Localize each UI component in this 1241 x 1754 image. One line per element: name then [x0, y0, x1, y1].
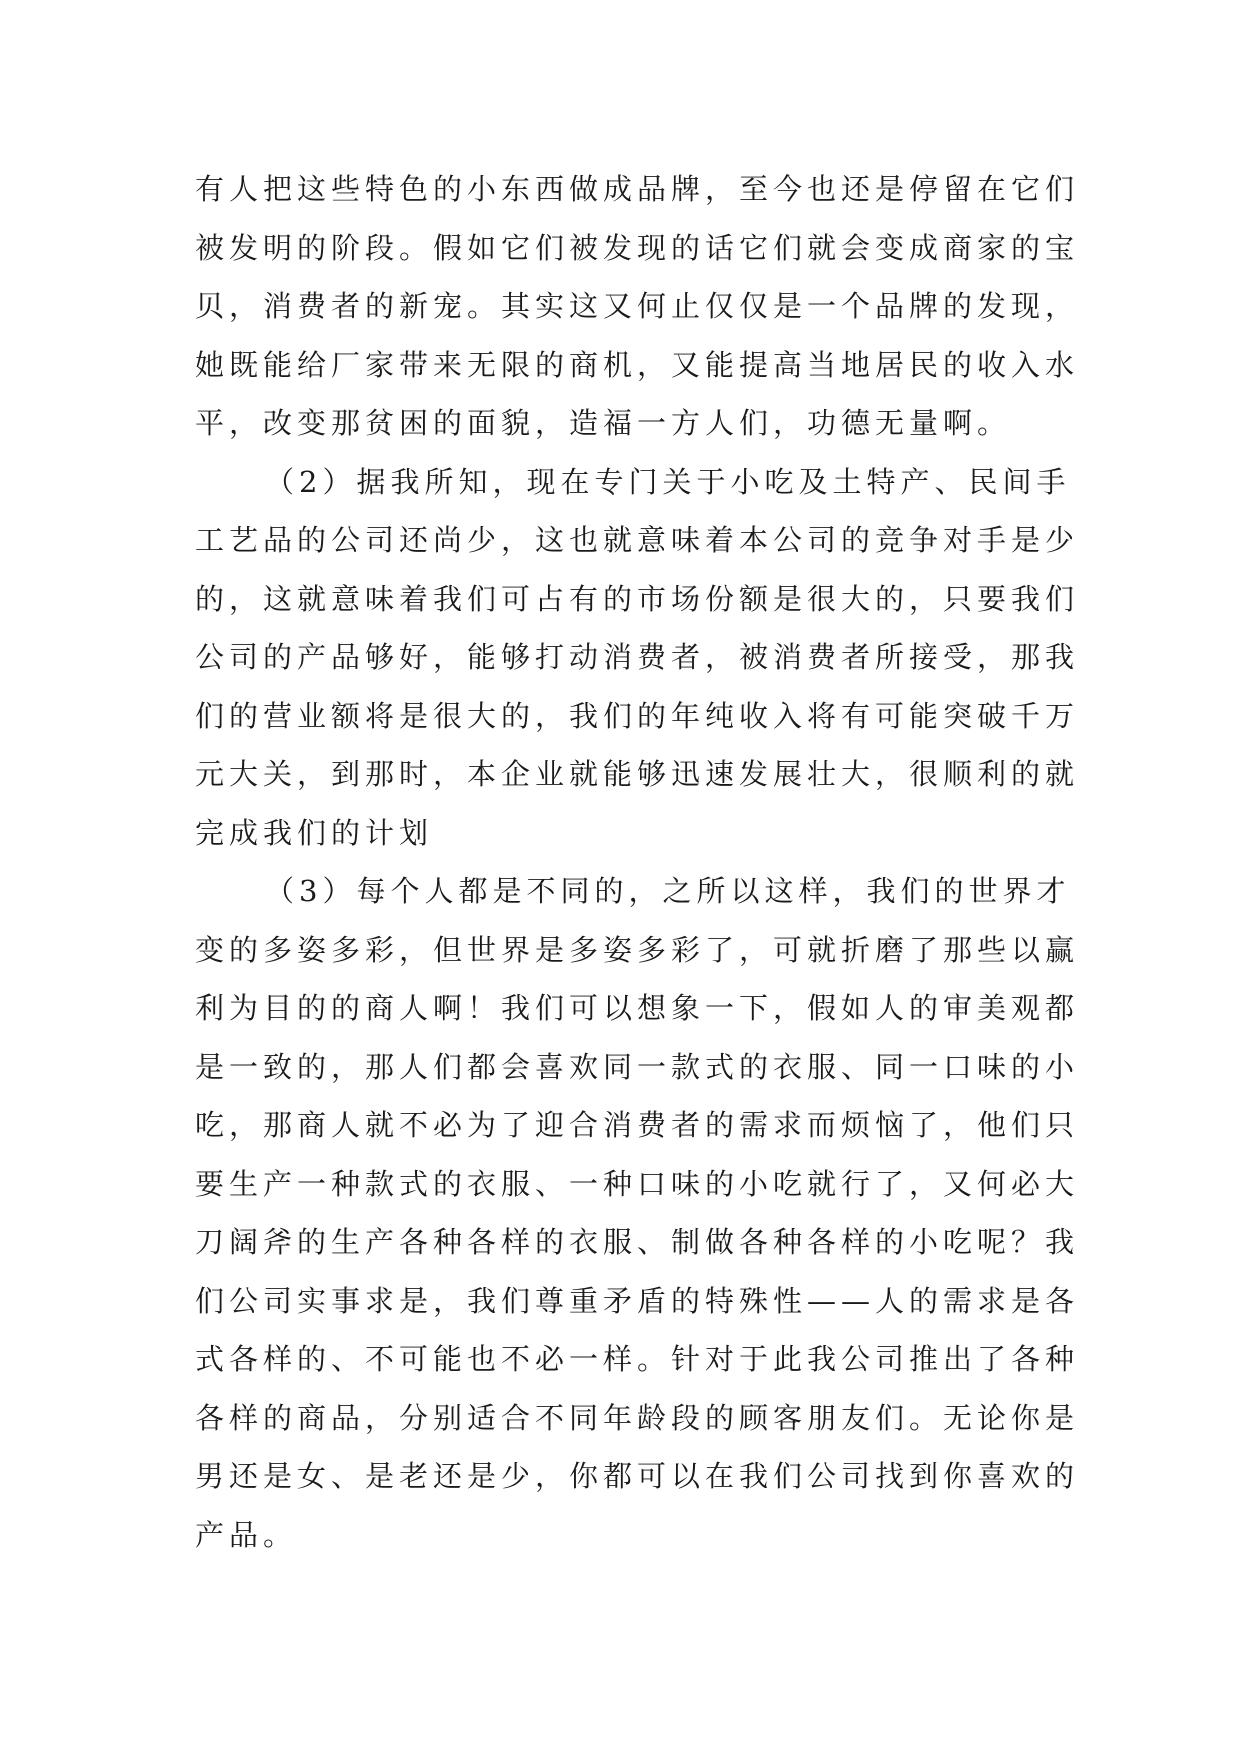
text-line: 利为目的的商人啊！我们可以想象一下，假如人的审美观都	[195, 991, 1080, 1025]
text-line: 们的营业额将是很大的，我们的年纯收入将有可能突破千万	[195, 698, 1080, 733]
text-line: 她既能给厂家带来无限的商机，又能提高当地居民的收入水	[195, 347, 1080, 382]
text-line: 贝，消费者的新宠。其实这又何止仅仅是一个品牌的发现，	[195, 289, 1080, 323]
text-line: 男还是女、是老还是少，你都可以在我们公司找到你喜欢的	[195, 1459, 1080, 1493]
text-line: （2）据我所知，现在专门关于小吃及土特产、民间手	[265, 464, 1071, 499]
text-line: 刀阔斧的生产各种各样的衣服、制做各种各样的小吃呢？我	[195, 1225, 1080, 1259]
text-line: 是一致的，那人们都会喜欢同一款式的衣服、同一口味的小	[195, 1049, 1080, 1084]
text-line: 平，改变那贫困的面貌，造福一方人们，功德无量啊。	[195, 406, 1012, 440]
text-line: 产品。	[195, 1517, 298, 1552]
text-line: 要生产一种款式的衣服、一种口味的小吃就行了，又何必大	[195, 1166, 1080, 1201]
text-line: 元大关，到那时，本企业就能够迅速发展壮大，很顺利的就	[195, 757, 1080, 791]
text-line: （3）每个人都是不同的，之所以这样，我们的世界才	[265, 874, 1071, 908]
text-line: 工艺品的公司还尚少，这也就意味着本公司的竞争对手是少	[195, 523, 1080, 557]
document-body	[195, 160, 1080, 1564]
text-line: 被发明的阶段。假如它们被发现的话它们就会变成商家的宝	[195, 230, 1080, 265]
text-line: 变的多姿多彩，但世界是多姿多彩了，可就折磨了那些以赢	[195, 932, 1080, 967]
text-line: 各样的商品，分别适合不同年龄段的顾客朋友们。无论你是	[195, 1400, 1080, 1435]
text-line: 的，这就意味着我们可占有的市场份额是很大的，只要我们	[195, 581, 1080, 616]
text-line: 有人把这些特色的小东西做成品牌，至今也还是停留在它们	[195, 172, 1080, 206]
text-line: 吃，那商人就不必为了迎合消费者的需求而烦恼了，他们只	[195, 1108, 1080, 1142]
text-line: 公司的产品够好，能够打动消费者，被消费者所接受，那我	[195, 640, 1080, 674]
text-line: 们公司实事求是，我们尊重矛盾的特殊性——人的需求是各	[195, 1283, 1080, 1318]
text-line: 式各样的、不可能也不必一样。针对于此我公司推出了各种	[195, 1342, 1080, 1376]
text-line: 完成我们的计划	[195, 815, 434, 850]
